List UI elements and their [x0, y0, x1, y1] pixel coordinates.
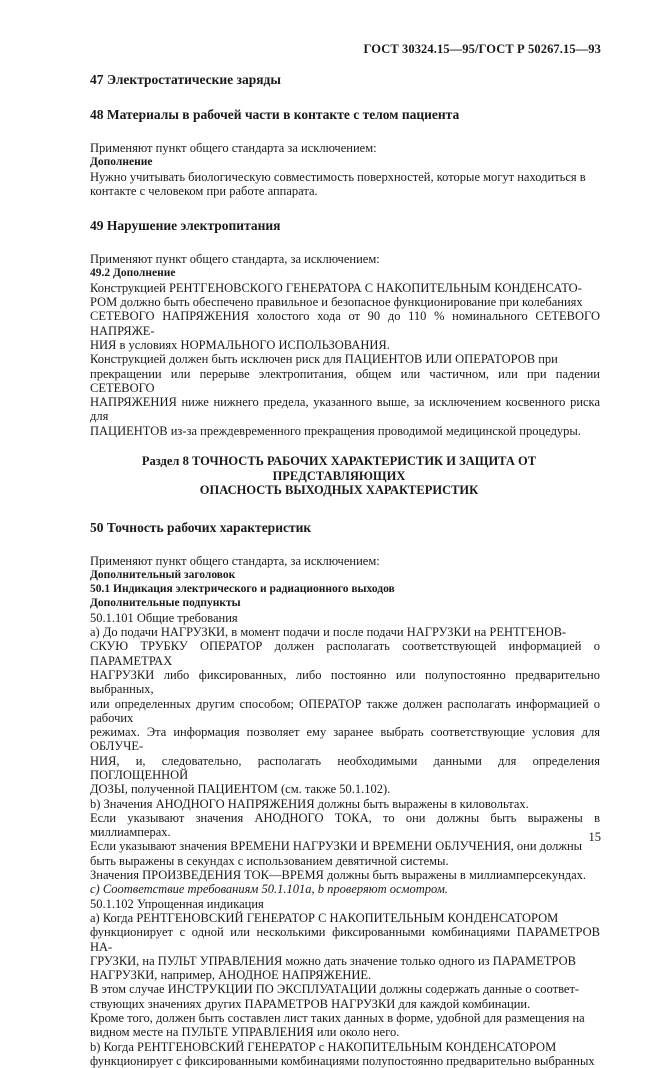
section-8-title-line-1: Раздел 8 ТОЧНОСТЬ РАБОЧИХ ХАРАКТЕРИСТИК И ЗАЩИТА ОТ ПРЕДСТАВЛЯЮЩИХ — [141, 454, 537, 483]
s50-line-25: функционирует с фиксированными комбинациями полупостоянно предварительно выбранных — [90, 1053, 595, 1068]
s49-intro: Применяют пункт общего стандарта, за исключением: — [90, 252, 380, 267]
section-50-title: 50 Точность рабочих характеристик — [90, 519, 312, 535]
s49-line-6: прекращении или перерыве электропитания, общем или частичном, или при падении СЕТЕВОГО — [90, 366, 600, 395]
s49-line-7: НАПРЯЖЕНИЯ ниже нижнего предела, указанного выше, за исключением косвенного риска для — [90, 395, 600, 424]
s50-line-6: режимах. Эта информация позволяет ему заранее выбрать соответствующие условия для ОБЛУЧЕ- — [90, 725, 600, 754]
s50-line-19: НАГРУЗКИ, например, АНОДНОЕ НАПРЯЖЕНИЕ. — [90, 968, 372, 983]
s50-line-24: b) Когда РЕНТГЕНОВСКИЙ ГЕНЕРАТОР с НАКОПИТЕЛЬНЫМ КОНДЕНСАТОРОМ — [90, 1039, 557, 1054]
s50-line-2: а) До подачи НАГРУЗКИ, в момент подачи и после подачи НАГРУЗКИ на РЕНТГЕНОВ- — [90, 625, 567, 640]
s50-line-8: ДОЗЫ, полученной ПАЦИЕНТОМ (см. также 50.1.102). — [90, 782, 391, 797]
s50-line-21: ствующих значениях других ПАРАМЕТРОВ НАГРУЗКИ для каждой комбинации. — [90, 996, 531, 1011]
s49-line-4: НИЯ в условиях НОРМАЛЬНОГО ИСПОЛЬЗОВАНИЯ. — [90, 337, 390, 352]
s50-line-15: 50.1.102 Упрощенная индикация — [90, 896, 264, 911]
page-content — [90, 68, 600, 1068]
s50-line-10: Если указывают значения АНОДНОГО ТОКА, то они должны быть выражены в миллиамперах. — [90, 810, 600, 840]
s50-intro: Применяют пункт общего стандарта, за исключением: — [90, 553, 380, 568]
s48-addition-label: Дополнение — [90, 156, 153, 169]
s48-line-1: Нужно учитывать биологическую совместимость поверхностей, которые могут находиться в — [90, 169, 586, 184]
s49-line-5: Конструкцией должен быть исключен риск для ПАЦИЕНТОВ ИЛИ ОПЕРАТОРОВ при — [90, 352, 558, 367]
s50-1-heading: 50.1 Индикация электрического и радиационного выходов — [90, 583, 395, 596]
s49-addition-label: 49.2 Дополнение — [90, 267, 176, 280]
s50-line-17: функционирует с одной или несколькими фиксированными комбинациями ПАРАМЕТРОВ НА- — [90, 925, 600, 954]
s50-line-7: НИЯ, и, следовательно, располагать необходимыми данными для определения ПОГЛОЩЕННОЙ — [90, 753, 600, 782]
standard-header: ГОСТ 30324.15—95/ГОСТ Р 50267.15—93 — [363, 42, 601, 56]
s50-line-4: НАГРУЗКИ либо фиксированных, либо постоянно или полупостоянно предварительно выбранных, — [90, 667, 600, 697]
section-49-title: 49 Нарушение электропитания — [90, 218, 281, 234]
section-8-title-line-2: ОПАСНОСТЬ ВЫХОДНЫХ ХАРАКТЕРИСТИК — [199, 483, 479, 498]
s49-line-3: СЕТЕВОГО НАПРЯЖЕНИЯ холостого хода от 90 до 110 % номинального СЕТЕВОГО НАПРЯЖЕ- — [90, 309, 600, 338]
s50-line-20: В этом случае ИНСТРУКЦИИ ПО ЭКСПЛУАТАЦИИ должны содержать данные о соответ- — [90, 982, 580, 997]
s50-line-12: быть выражены в секундах с использованием девятичной системы. — [90, 853, 449, 868]
s50-additional-heading-label: Дополнительный заголовок — [90, 568, 236, 581]
page-number: 15 — [588, 830, 601, 844]
s49-line-8: ПАЦИЕНТОВ из-за преждевременного прекращения проводимой медицинской процедуры. — [90, 423, 581, 438]
s49-line-1: Конструкцией РЕНТГЕНОВСКОГО ГЕНЕРАТОРА С НАКОПИТЕЛЬНЫМ КОНДЕНСАТО- — [90, 280, 582, 295]
section-48-title: 48 Материалы в рабочей части в контакте с телом пациента — [90, 107, 460, 122]
s50-line-9: b) Значения АНОДНОГО НАПРЯЖЕНИЯ должны быть выражены в киловольтах. — [90, 796, 529, 811]
s50-line-22: Кроме того, должен быть составлен лист таких данных в форме, удобной для размещения на — [90, 1011, 585, 1026]
s48-intro: Применяют пункт общего стандарта за исключением: — [90, 141, 377, 155]
s50-line-14: с) Соответствие требованиям 50.1.101а, b проверяют осмотром. — [90, 882, 448, 897]
s50-line-5: или определенных другим способом; ОПЕРАТОР также должен располагать информацией о рабочих — [90, 696, 600, 725]
s50-line-23: видном месте на ПУЛЬТЕ УПРАВЛЕНИЯ или около него. — [90, 1025, 400, 1040]
s50-line-16: а) Когда РЕНТГЕНОВСКИЙ ГЕНЕРАТОР С НАКОПИТЕЛЬНЫМ КОНДЕНСАТОРОМ — [90, 910, 559, 925]
s50-line-18: ГРУЗКИ, на ПУЛЬТ УПРАВЛЕНИЯ можно дать значение только одного из ПАРАМЕТРОВ — [90, 953, 577, 968]
s48-line-2: контакте с человеком при работе аппарата. — [90, 183, 318, 198]
section-47-title: 47 Электростатические заряды — [90, 72, 281, 87]
s50-additional-subclauses-label: Дополнительные подпункты — [90, 597, 241, 610]
s50-line-13: Значения ПРОИЗВЕДЕНИЯ ТОК—ВРЕМЯ должны быть выражены в миллиамперсекундах. — [90, 868, 587, 883]
s50-line-11: Если указывают значения ВРЕМЕНИ НАГРУЗКИ И ВРЕМЕНИ ОБЛУЧЕНИЯ, они должны — [90, 839, 583, 854]
s50-line-3: СКУЮ ТРУБКУ ОПЕРАТОР должен располагать соответствующей информацией о ПАРАМЕТРАХ — [90, 639, 600, 668]
s50-line-1: 50.1.101 Общие требования — [90, 610, 238, 625]
s49-line-2: РОМ должно быть обеспечено правильное и безопасное функционирование при колебаниях — [90, 295, 583, 310]
